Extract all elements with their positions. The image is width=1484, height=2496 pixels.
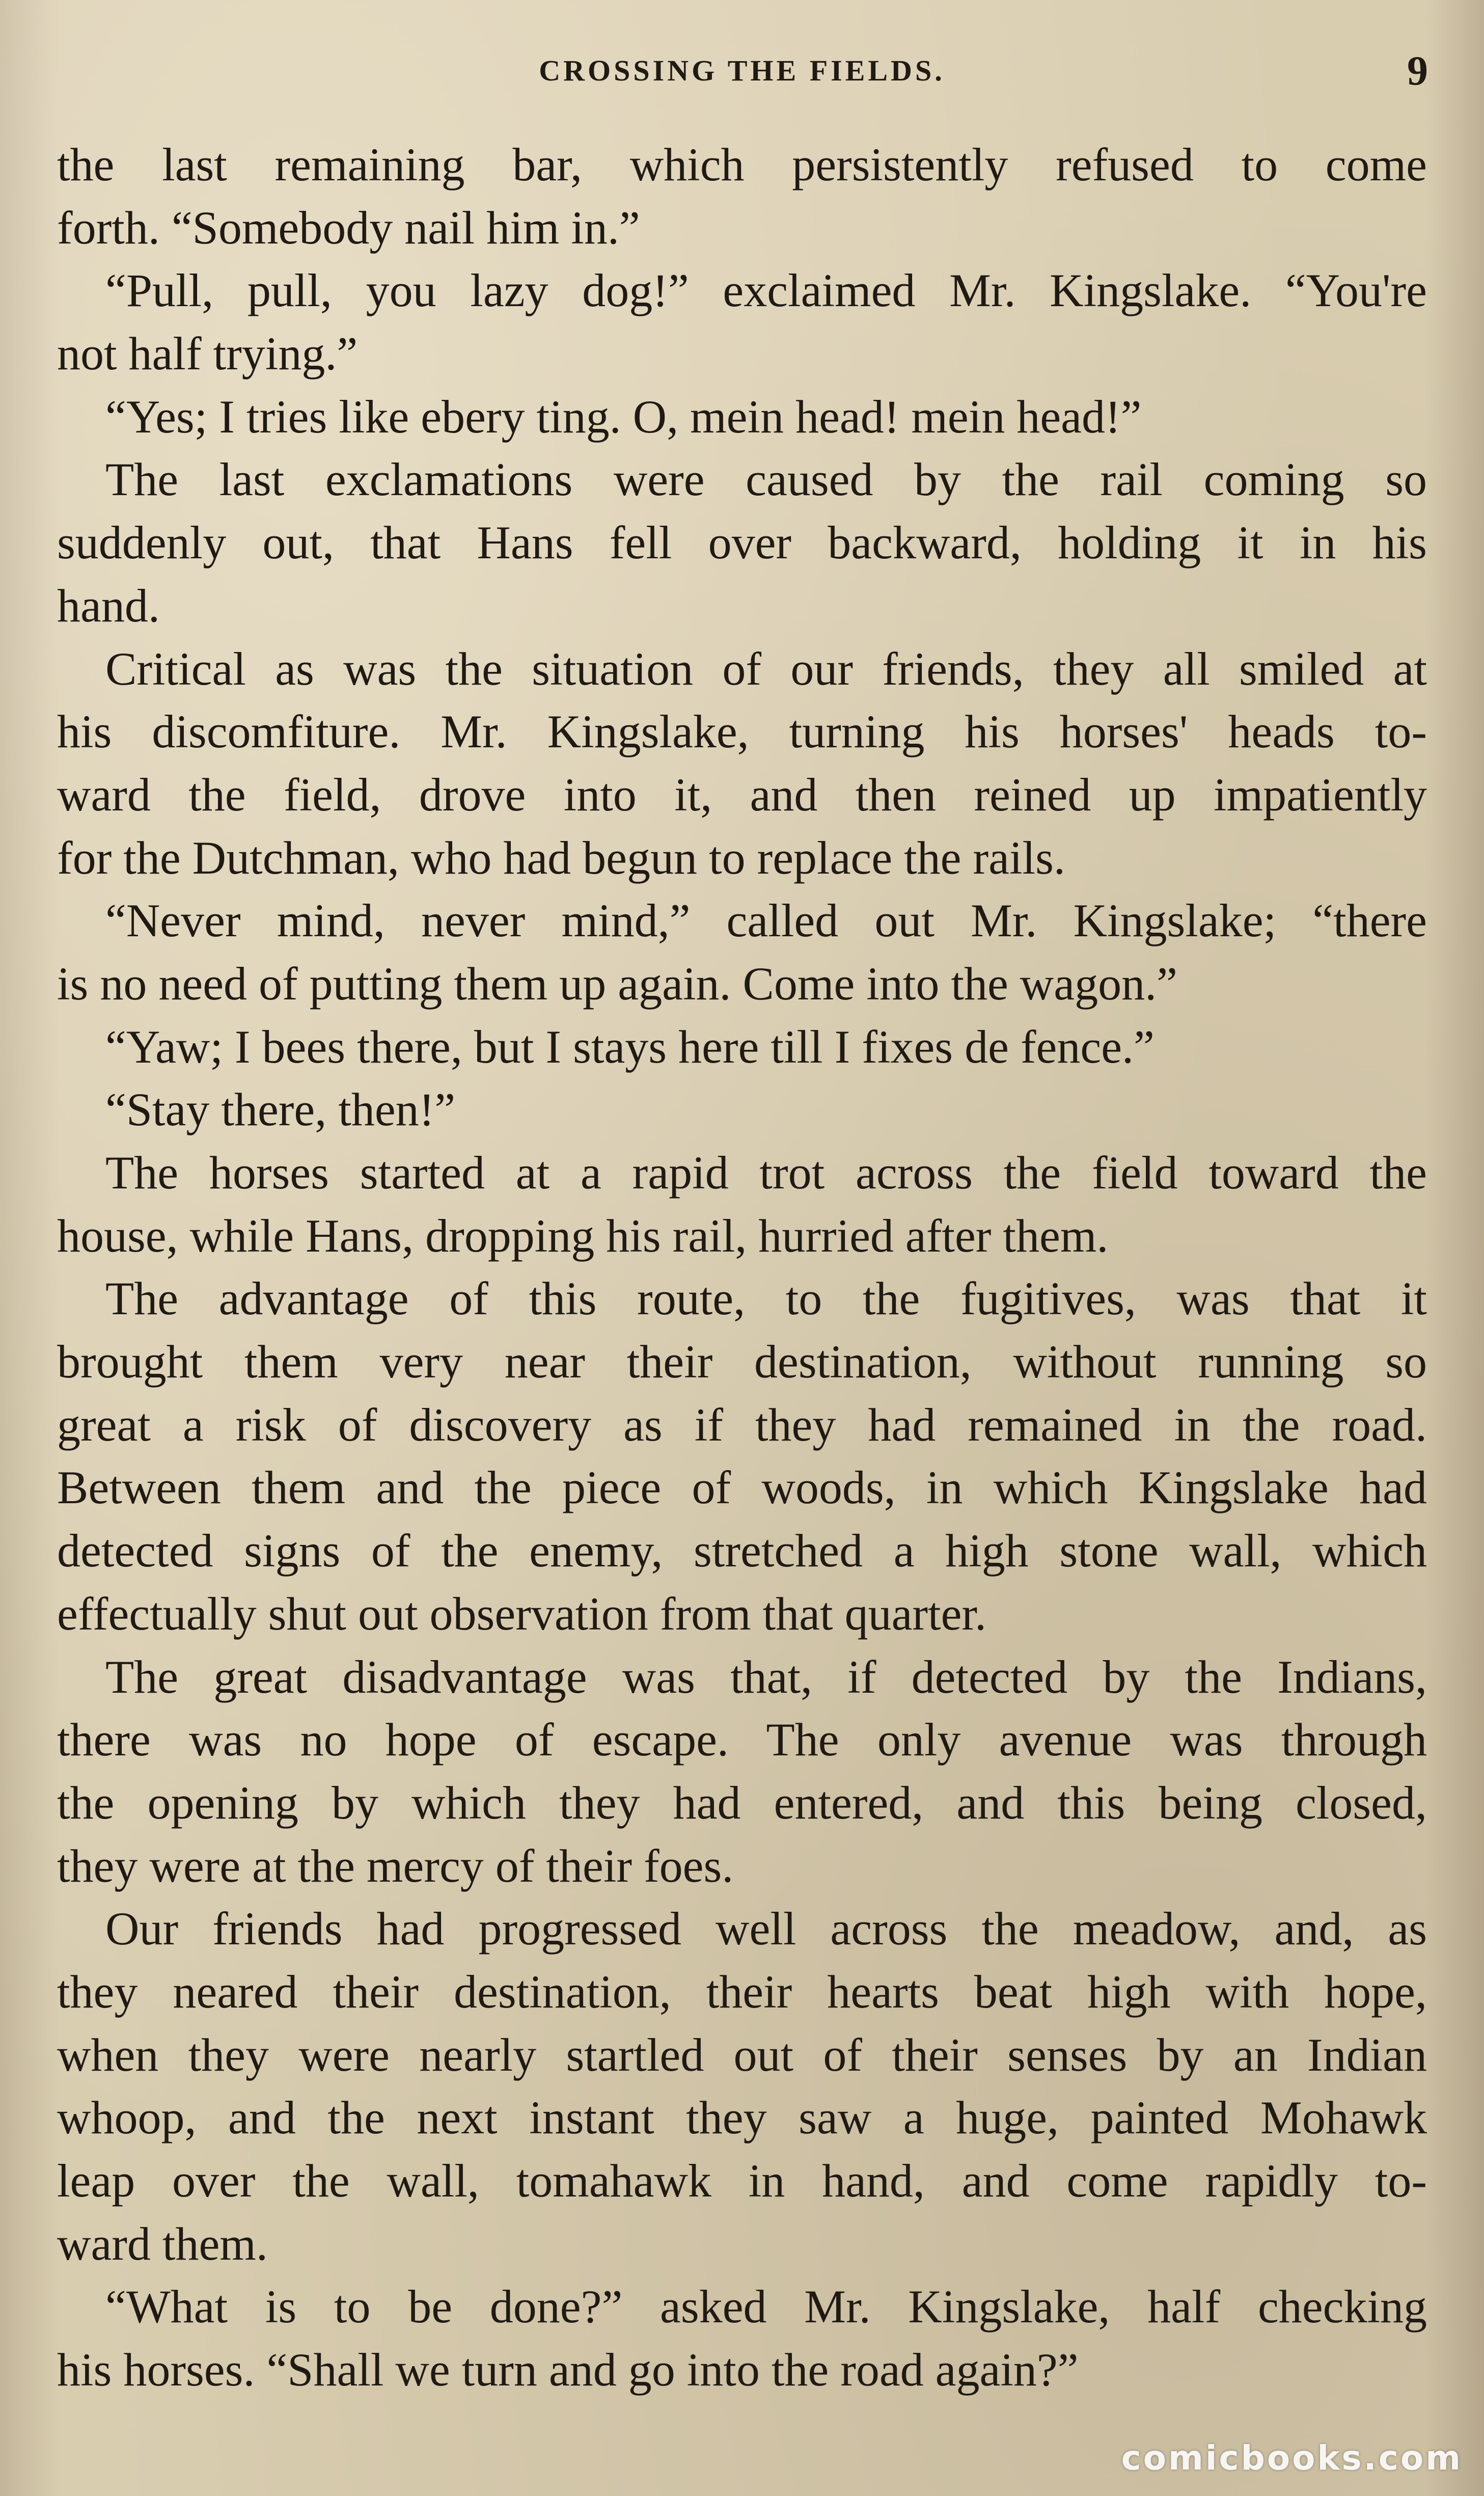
text-line: leap over the wall, tomahawk in hand, and come rapidly to- [57, 2155, 1427, 2207]
text-line: The great disadvantage was that, if detected by the Indians, [105, 1650, 1427, 1703]
text-line: “Yes; I tries like ebery ting. O, mein head! mein head!” [105, 390, 1142, 443]
text-line: the last remaining bar, which persistently refused to come [57, 139, 1427, 191]
text-line: when they were nearly startled out of their senses by an Indian [57, 2028, 1427, 2081]
text-line: “Yaw; I bees there, but I stays here till I fixes de fence.” [105, 1020, 1155, 1073]
text-line: for the Dutchman, who had begun to replace the rails. [57, 831, 1065, 884]
text-line: brought them very near their destination, without running so [57, 1336, 1427, 1388]
text-line: “Never mind, never mind,” called out Mr. Kingslake; “there [105, 894, 1427, 947]
running-head: CROSSING THE FIELDS. [539, 54, 945, 87]
text-line: Critical as was the situation of our friends, they all smiled at [105, 642, 1427, 695]
text-line: ward them. [57, 2217, 268, 2270]
text-line: The advantage of this route, to the fugitives, was that it [105, 1272, 1427, 1325]
text-line: hand. [57, 579, 160, 632]
text-line: great a risk of discovery as if they had remained in the road. [57, 1398, 1427, 1451]
text-line: The last exclamations were caused by the rail coming so [105, 453, 1427, 506]
text-line: whoop, and the next instant they saw a huge, painted Mohawk [57, 2092, 1427, 2144]
text-line: “What is to be done?” asked Mr. Kingslake, half checking [105, 2281, 1427, 2333]
text-line: ward the field, drove into it, and then reined up impatiently [57, 768, 1427, 821]
text-line: Our friends had progressed well across the meadow, and, as [105, 1903, 1427, 1955]
text-line: is no need of putting them up again. Come into the wagon.” [57, 957, 1177, 1010]
text-line: his discomfiture. Mr. Kingslake, turning his horses' heads to- [57, 706, 1427, 758]
watermark: comicbooks.com [1121, 2438, 1463, 2478]
text-line: house, while Hans, dropping his rail, hurried after them. [57, 1209, 1109, 1262]
body-text [57, 133, 1427, 2395]
text-line: not half trying.” [57, 328, 358, 380]
text-line: effectually shut out observation from that quarter. [57, 1587, 986, 1640]
text-line: suddenly out, that Hans fell over backward, holding it in his [57, 517, 1427, 569]
text-line: “Stay there, then!” [105, 1083, 456, 1136]
text-line: the opening by which they had entered, and this being closed, [57, 1776, 1427, 1829]
text-line: his horses. “Shall we turn and go into the road again?” [57, 2344, 1079, 2396]
text-line: detected signs of the enemy, stretched a high stone wall, which [57, 1525, 1427, 1577]
text-line: The horses started at a rapid trot across the field toward the [105, 1147, 1427, 1199]
text-line: there was no hope of escape. The only avenue was through [57, 1714, 1427, 1766]
text-line: they were at the mercy of their foes. [57, 1839, 734, 1892]
page-number: 9 [1407, 47, 1428, 94]
text-line: Between them and the piece of woods, in which Kingslake had [57, 1461, 1427, 1514]
page-header [56, 43, 1428, 99]
text-line: they neared their destination, their hearts beat high with hope, [57, 1965, 1427, 2018]
text-line: forth. “Somebody nail him in.” [57, 201, 640, 254]
text-line: “Pull, pull, you lazy dog!” exclaimed Mr. Kingslake. “You're [105, 264, 1427, 317]
